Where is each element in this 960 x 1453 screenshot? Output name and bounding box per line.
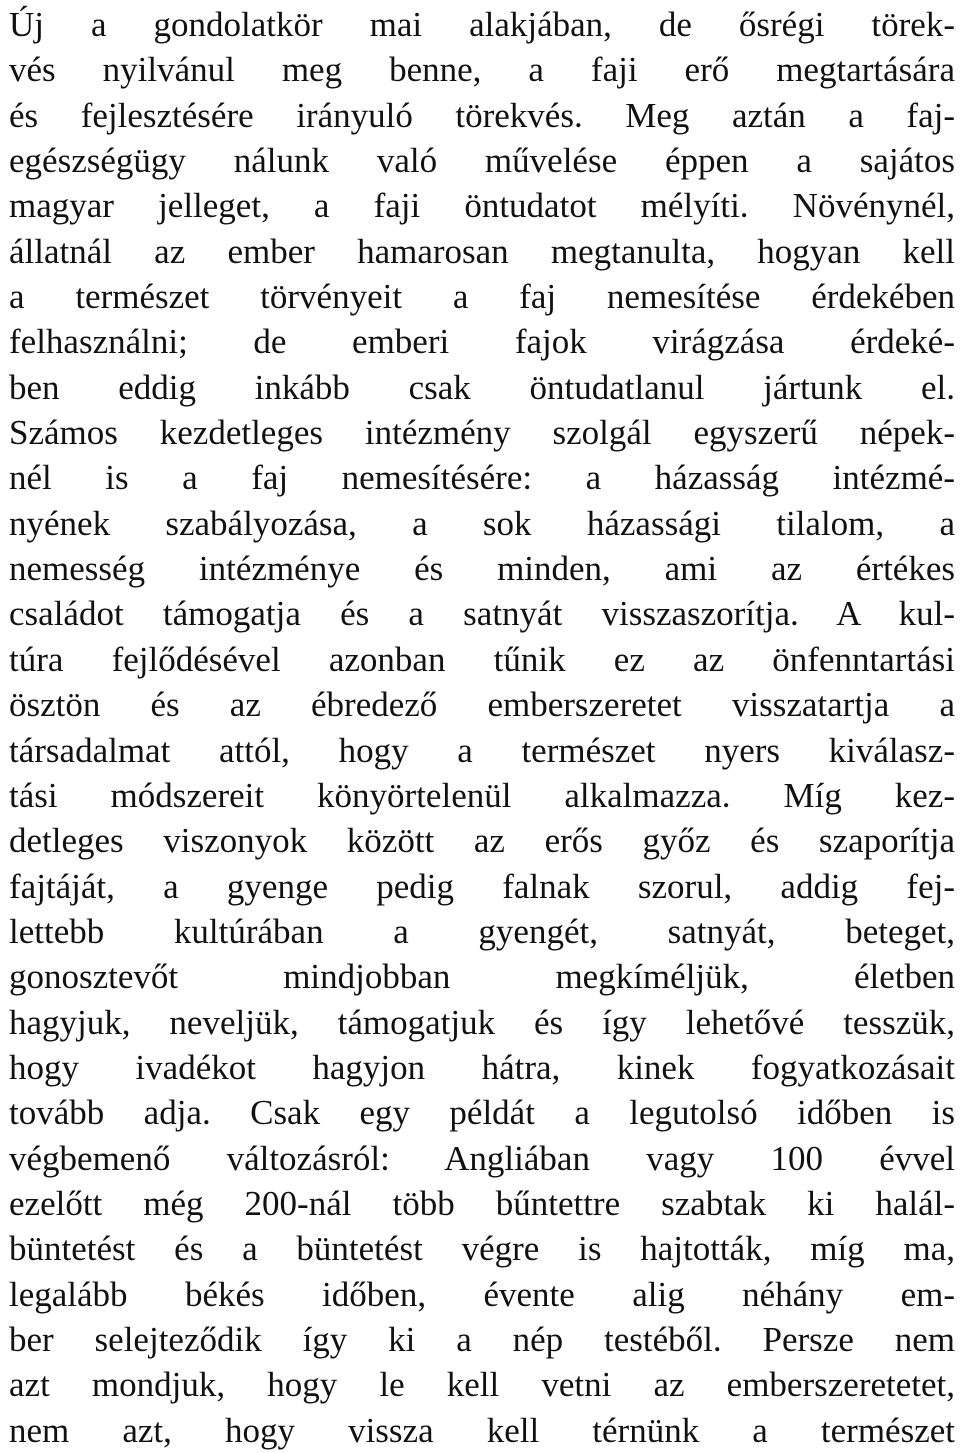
text-line: nél is a faj nemesítésére: a házasság intézmé- [9,458,955,498]
text-line: nyének szabályozása, a sok házassági tilalom, a [9,503,955,543]
text-line: fajtáját, a gyenge pedig falnak szorul, addig fej- [9,866,955,906]
text-line: lettebb kultúrában a gyengét, satnyát, beteget, [9,911,955,951]
text-line: tovább adja. Csak egy példát a legutolsó időben is [9,1093,955,1133]
text-line: a természet törvényeit a faj nemesítése érdekében [9,277,955,317]
text-line: és fejlesztésére irányuló törekvés. Meg aztán a faj- [9,95,955,135]
text-line: legalább békés időben, évente alig néhány em- [9,1274,955,1314]
text-line: ösztön és az ébredező emberszeretet visszatartja a [9,685,955,725]
text-line: ber selejteződik így ki a nép testéből. Persze nem [9,1319,955,1359]
text-line: nemesség intézménye és minden, ami az értékes [9,549,955,589]
text-line: vés nyilvánul meg benne, a faji erő megtartására [9,50,955,90]
text-line: ben eddig inkább csak öntudatlanul jártunk el. [9,367,955,407]
text-line: azt mondjuk, hogy le kell vetni az emberszeretetet, [9,1365,955,1405]
text-line: gonosztevőt mindjobban megkíméljük, életben [9,957,955,997]
text-line: túra fejlődésével azonban tűnik ez az önfenntartási [9,639,955,679]
text-line: magyar jelleget, a faji öntudatot mélyíti. Növénynél, [9,186,955,226]
text-line: ezelőtt még 200-nál több bűntettre szabtak ki halál- [9,1183,955,1223]
text-line: büntetést és a büntetést végre is hajtották, míg ma, [9,1229,955,1269]
text-line: egészségügy nálunk való művelése éppen a sajátos [9,141,955,181]
text-line: végbemenő változásról: Angliában vagy 100 évvel [9,1138,955,1178]
document-page [9,2,955,1453]
text-line: társadalmat attól, hogy a természet nyers kiválasz- [9,730,955,770]
text-line: családot támogatja és a satnyát visszaszorítja. A kul- [9,594,955,634]
text-line: Új a gondolatkör mai alakjában, de ősrégi törek- [9,5,955,44]
text-line: Számos kezdetleges intézmény szolgál egyszerű népek- [9,413,955,453]
text-line: hagyjuk, neveljük, támogatjuk és így lehetővé tesszük, [9,1002,955,1042]
text-line: nem azt, hogy vissza kell térnünk a természet [9,1410,955,1450]
text-line: tási módszereit könyörtelenül alkalmazza. Míg kez- [9,775,955,815]
text-line: állatnál az ember hamarosan megtanulta, hogyan kell [9,231,955,271]
text-line: detleges viszonyok között az erős győz és szaporítja [9,821,955,861]
text-line: hogy ivadékot hagyjon hátra, kinek fogyatkozásait [9,1047,955,1087]
text-line: felhasználni; de emberi fajok virágzása érdeké- [9,322,955,362]
